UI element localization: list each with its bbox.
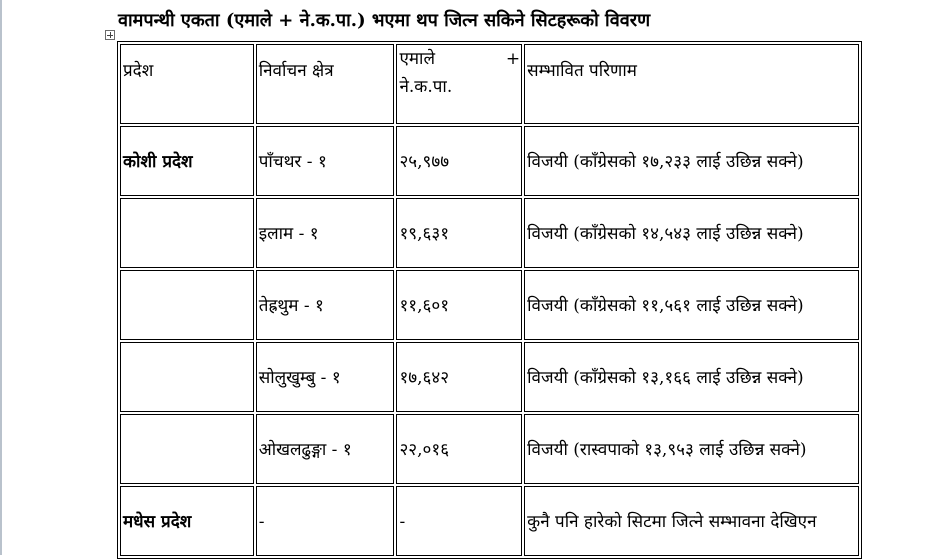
table-header-row bbox=[120, 44, 859, 124]
table-row bbox=[120, 342, 859, 412]
cell-constituency: ओखलढुङ्गा - १ bbox=[256, 414, 395, 484]
cell-votes: १९,६३१ bbox=[396, 198, 522, 268]
cell-votes: - bbox=[396, 486, 522, 556]
cell-constituency: पाँचथर - १ bbox=[256, 126, 395, 196]
header-province: प्रदेश bbox=[120, 44, 254, 124]
cell-outcome: विजयी (रास्वपाको १३,९५३ लाई उछिन्न सक्ने) bbox=[524, 414, 859, 484]
cell-province: मधेस प्रदेश bbox=[120, 486, 254, 556]
table-row bbox=[120, 270, 859, 340]
cell-province bbox=[120, 414, 254, 484]
cell-votes: २२,०१६ bbox=[396, 414, 522, 484]
header-constituency: निर्वाचन क्षेत्र bbox=[256, 44, 395, 124]
header-outcome: सम्भावित परिणाम bbox=[524, 44, 859, 124]
cell-province bbox=[120, 342, 254, 412]
cell-constituency: तेह्रथुम - १ bbox=[256, 270, 395, 340]
table-row bbox=[120, 486, 859, 556]
cell-votes: २५,९७७ bbox=[396, 126, 522, 196]
cell-province: कोशी प्रदेश bbox=[120, 126, 254, 196]
cell-votes: १७,६४२ bbox=[396, 342, 522, 412]
cell-constituency: - bbox=[256, 486, 395, 556]
cell-outcome: विजयी (काँग्रेसको १७,२३३ लाई उछिन्न सक्ने) bbox=[524, 126, 859, 196]
table-move-handle-icon[interactable] bbox=[105, 30, 115, 40]
cell-votes: ११,६०१ bbox=[396, 270, 522, 340]
header-votes bbox=[396, 44, 522, 124]
table-row bbox=[120, 126, 859, 196]
cell-outcome: विजयी (काँग्रेसको १४,५४३ लाई उछिन्न सक्ने) bbox=[524, 198, 859, 268]
cell-outcome: विजयी (काँग्रेसको ११,५६१ लाई उछिन्न सक्ने) bbox=[524, 270, 859, 340]
cell-constituency: इलाम - १ bbox=[256, 198, 395, 268]
table-row bbox=[120, 414, 859, 484]
cell-constituency: सोलुखुम्बु - १ bbox=[256, 342, 395, 412]
header-votes-line1: एमाले bbox=[399, 49, 435, 69]
results-table bbox=[117, 41, 862, 559]
header-votes-plus: + bbox=[505, 49, 521, 69]
table-row bbox=[120, 198, 859, 268]
header-votes-line2: ने.क.पा. bbox=[399, 77, 453, 97]
cell-outcome: कुनै पनि हारेको सिटमा जित्ने सम्भावना देखिएन bbox=[524, 486, 859, 556]
page-margin-border bbox=[0, 0, 2, 555]
cell-outcome: विजयी (काँग्रेसको १३,१६६ लाई उछिन्न सक्ने) bbox=[524, 342, 859, 412]
cell-province bbox=[120, 270, 254, 340]
cell-province bbox=[120, 198, 254, 268]
document-heading: वामपन्थी एकता (एमाले + ने.क.पा.) भएमा थप जित्न सकिने सिटहरूको विवरण bbox=[118, 10, 651, 31]
